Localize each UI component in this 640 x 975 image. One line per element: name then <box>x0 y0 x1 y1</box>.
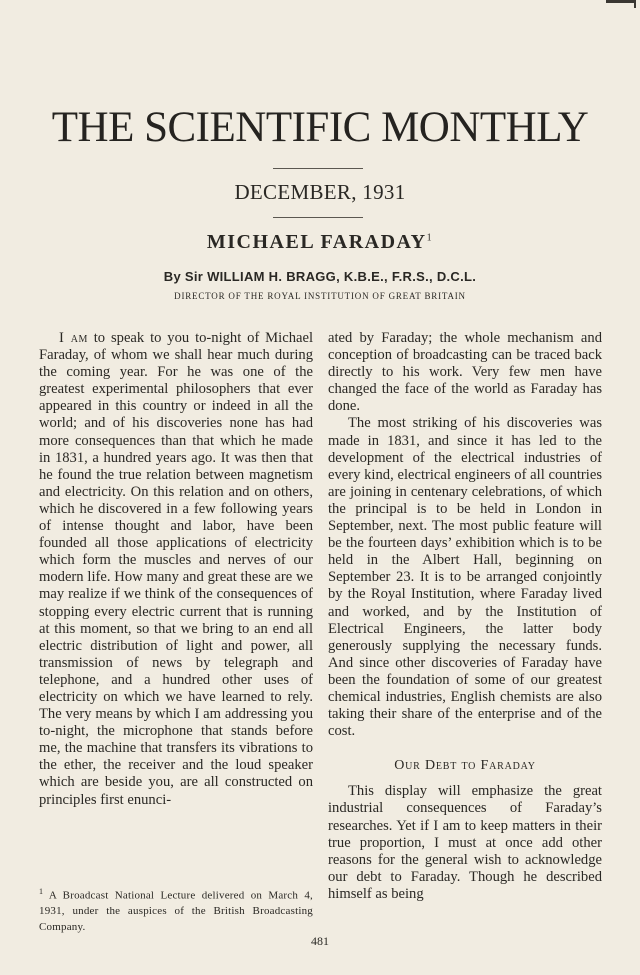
section-heading: Our Debt to Faraday <box>394 758 536 774</box>
paragraph-2: The most striking of his discoveries was made in 1831, and since it has led to the development of the electrical industries of every kind, electrical engineers of all countries are joining in centenary celebrations, of which the principal is to be held in London in September, next. The most public feature will be the fourteen days’ exhibition which is to be held in the Albert Hall, beginning on September 23. It is to be arranged conjointly by the Royal Institution, where Faraday lived and worked, and by the Institution of Electrical Engineers, the latter body generously supplying the necessary funds. And since other discoveries of Faraday have been the foundation of some of our greatest chemical industries, English chemists are also taking their share of the enterprise and of the cost. <box>328 415 602 740</box>
paragraph-lead: I am <box>59 330 88 346</box>
page-corner-mark <box>606 0 636 3</box>
journal-masthead: THE SCIENTIFIC MONTHLY <box>51 104 589 151</box>
issue-divider <box>273 217 363 218</box>
article-title-text: MICHAEL FARADAY <box>206 231 427 253</box>
page-corner-tick <box>634 0 636 8</box>
paragraph-3: This display will emphasize the great industrial consequences of Faraday’s researches. Yet if I am to keep matters in their true proportion, I must at once add other reasons for the general wish to acknowledge our debt to Faraday. Though he described himself as being <box>328 783 602 902</box>
author-affiliation: DIRECTOR OF THE ROYAL INSTITUTION OF GREAT BRITAIN <box>174 291 466 301</box>
page-number: 481 <box>311 934 329 948</box>
masthead-divider <box>273 168 363 169</box>
left-column <box>39 330 313 809</box>
title-footnote-mark: 1 <box>426 232 434 244</box>
article-byline: By Sir WILLIAM H. BRAGG, K.B.E., F.R.S., D.C.L. <box>163 269 477 284</box>
footnote-mark: 1 <box>39 887 44 896</box>
paragraph-1 <box>39 330 313 809</box>
paragraph-1-continued: ated by Faraday; the whole mechanism and conception of broadcasting can be traced back directly to his work. Very few men have changed the face of the world as Faraday has done. <box>328 330 602 415</box>
footnote-text: A Broadcast National Lecture delivered on March 4, 1931, under the auspices of the British Broadcasting Company. <box>39 889 313 933</box>
issue-date: DECEMBER, 1931 <box>234 180 406 204</box>
article-title <box>0 231 640 254</box>
right-column <box>328 330 602 903</box>
footnote <box>39 884 313 935</box>
paragraph-1-text: to speak to you to-night of Michael Faraday, of whom we shall hear much during the coming year. For he was one of the greatest experimental philosophers that ever appeared in this country or indeed in all the world; and of his discoveries none has had more consequences than that which he made in 1831, a hundred years ago. It was then that he found the true relation between magnetism and electricity. On this relation and on others, which he discovered in a few following years of intense thought and labor, have been founded all those applications of electricity which form the muscles and nerves of our modern life. How many and great these are we may realize if we think of the consequences of stopping every electric current that is running at this moment, so that we bring to an end all electric distribution of light and power, all transmission of news by telegraph and telephone, and a hundred other uses of electricity on which we have learned to rely. The very means by which I am addressing you to-night, the microphone that stands before me, the machine that transfers its vibrations to the ether, the receiver and the loud speaker which are beside you, are all constructed on principles first enunci- <box>39 330 314 808</box>
